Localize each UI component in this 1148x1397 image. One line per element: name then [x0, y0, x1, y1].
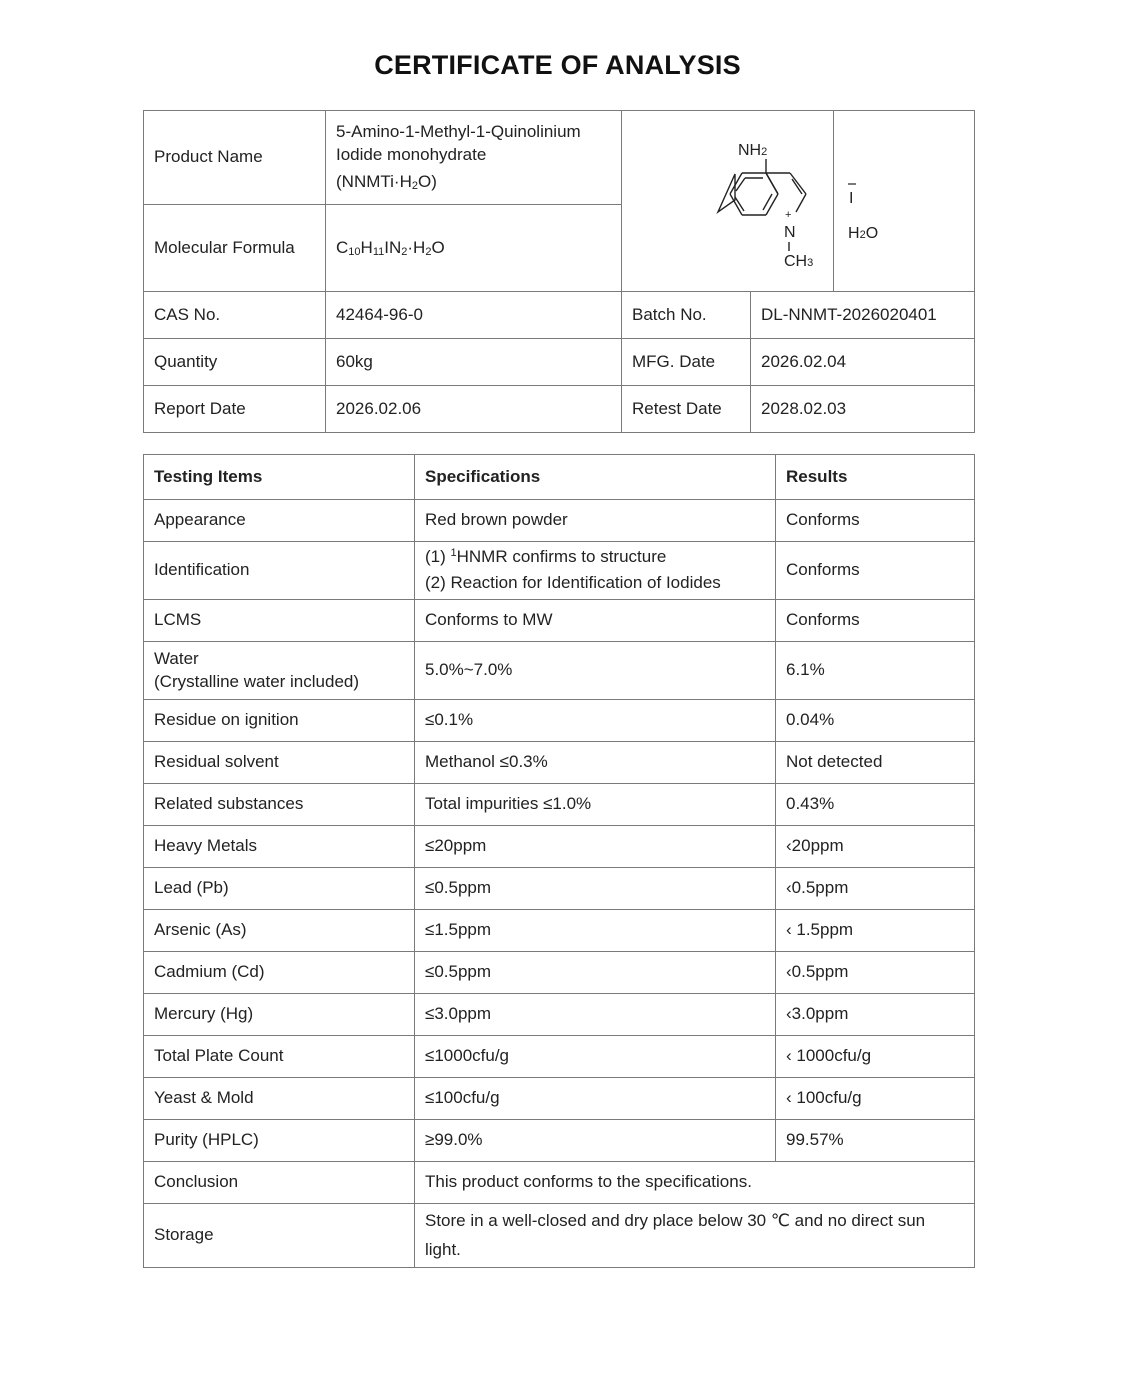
header-specifications: Specifications — [415, 455, 776, 500]
test-spec: ≥99.0% — [415, 1120, 776, 1162]
test-item: Appearance — [144, 500, 415, 542]
cas-batch-row — [144, 292, 975, 339]
test-spec: ≤1.5ppm — [415, 910, 776, 952]
test-spec: ≤3.0ppm — [415, 994, 776, 1036]
ring-nitrogen-label: N — [784, 224, 796, 241]
table-row — [144, 542, 975, 600]
product-abbreviation: $(NNMTi\cdot H_2O)$ — [336, 171, 437, 192]
table-row — [144, 784, 975, 826]
test-result: Not detected — [776, 742, 975, 784]
product-name-line2: Iodide monohydrate — [336, 145, 487, 165]
counterion-cell — [834, 111, 975, 292]
bond-line — [790, 173, 806, 194]
storage-label: Storage — [144, 1204, 415, 1268]
table-row — [144, 700, 975, 742]
test-item: Residue on ignition — [144, 700, 415, 742]
test-result: ‹0.5ppm — [776, 952, 975, 994]
counterion-icon — [834, 111, 975, 291]
mfg-date-value: 2026.02.04 — [751, 339, 975, 386]
test-spec: Red brown powder — [415, 500, 776, 542]
structure-cell — [622, 111, 834, 292]
test-item: Total Plate Count — [144, 1036, 415, 1078]
test-results-table — [143, 454, 975, 1268]
table-row — [144, 910, 975, 952]
table-row — [144, 994, 975, 1036]
test-spec: ≤1000cfu/g — [415, 1036, 776, 1078]
test-spec: ≤20ppm — [415, 826, 776, 868]
batch-label: Batch No. — [622, 292, 751, 339]
report-retest-row — [144, 386, 975, 433]
test-spec: Methanol ≤0.3% — [415, 742, 776, 784]
test-result: ‹20ppm — [776, 826, 975, 868]
test-result: 99.57% — [776, 1120, 975, 1162]
test-result: Conforms — [776, 500, 975, 542]
test-result: ‹ 100cfu/g — [776, 1078, 975, 1120]
test-item: Purity (HPLC) — [144, 1120, 415, 1162]
test-item: Cadmium (Cd) — [144, 952, 415, 994]
ch3-label: CH3 — [784, 253, 814, 270]
test-spec — [415, 542, 776, 600]
bond-line — [766, 194, 778, 215]
quinolinium-structure-icon — [622, 111, 833, 291]
test-spec: 5.0%~7.0% — [415, 642, 776, 700]
molecular-formula-label: Molecular Formula — [144, 205, 326, 292]
table-row — [144, 826, 975, 868]
storage-text: Store in a well-closed and dry place below 30 ℃ and no direct sun light. — [415, 1204, 975, 1268]
identification-spec-2: (2) Reaction for Identification of Iodides — [425, 573, 721, 592]
table-header-row — [144, 455, 975, 500]
cas-value: 42464-96-0 — [326, 292, 622, 339]
table-row — [144, 952, 975, 994]
table-row — [144, 642, 975, 700]
nh2-label: NH2 — [738, 142, 768, 159]
test-result: 0.04% — [776, 700, 975, 742]
plus-charge-label: + — [785, 209, 792, 221]
test-item: Water (Crystalline water included) — [144, 642, 415, 700]
test-item: Arsenic (As) — [144, 910, 415, 952]
test-result: Conforms — [776, 600, 975, 642]
test-item: Mercury (Hg) — [144, 994, 415, 1036]
test-spec: Total impurities ≤1.0% — [415, 784, 776, 826]
batch-value: DL-NNMT-2026020401 — [751, 292, 975, 339]
test-item: Identification — [144, 542, 415, 600]
product-name-label: Product Name — [144, 111, 326, 205]
test-result: ‹3.0ppm — [776, 994, 975, 1036]
test-result: 0.43% — [776, 784, 975, 826]
table-row — [144, 1120, 975, 1162]
bond-line — [766, 173, 778, 194]
product-name-line1: 5-Amino-1-Methyl-1-Quinolinium — [336, 122, 581, 142]
quantity-value: 60kg — [326, 339, 622, 386]
test-spec: ≤0.5ppm — [415, 868, 776, 910]
report-date-value: 2026.02.06 — [326, 386, 622, 433]
iodide-label: I — [849, 190, 854, 207]
test-result: ‹0.5ppm — [776, 868, 975, 910]
molecular-formula-value: $C_{10}H_{11}IN_2\cdot H_2O$ — [326, 205, 622, 292]
table-row — [144, 500, 975, 542]
header-results: Results — [776, 455, 975, 500]
header-testing-items: Testing Items — [144, 455, 415, 500]
test-spec: Conforms to MW — [415, 600, 776, 642]
water-label: H2O — [848, 225, 879, 242]
table-row — [144, 1078, 975, 1120]
test-item: Heavy Metals — [144, 826, 415, 868]
test-item: LCMS — [144, 600, 415, 642]
test-item: Residual solvent — [144, 742, 415, 784]
storage-row — [144, 1204, 975, 1268]
retest-date-value: 2028.02.03 — [751, 386, 975, 433]
table-row — [144, 1036, 975, 1078]
test-item: Lead (Pb) — [144, 868, 415, 910]
mfg-date-label: MFG. Date — [622, 339, 751, 386]
quantity-mfg-row — [144, 339, 975, 386]
quantity-label: Quantity — [144, 339, 326, 386]
test-item: Yeast & Mold — [144, 1078, 415, 1120]
conclusion-label: Conclusion — [144, 1162, 415, 1204]
conclusion-row — [144, 1162, 975, 1204]
conclusion-text: This product conforms to the specifications. — [415, 1162, 975, 1204]
bond-frame — [718, 174, 735, 212]
test-result: ‹ 1.5ppm — [776, 910, 975, 952]
test-result: Conforms — [776, 542, 975, 600]
bond-line — [796, 194, 806, 212]
retest-date-label: Retest Date — [622, 386, 751, 433]
table-row — [144, 600, 975, 642]
identification-spec-1: (1) $^1$HNMR confirms to structure — [425, 547, 667, 567]
test-item: Related substances — [144, 784, 415, 826]
test-spec: ≤0.5ppm — [415, 952, 776, 994]
document-title: CERTIFICATE OF ANALYSIS — [374, 50, 741, 80]
table-row — [144, 868, 975, 910]
product-name-row — [144, 111, 975, 205]
table-row — [144, 742, 975, 784]
product-info-table — [143, 110, 975, 433]
test-rows — [144, 700, 975, 1162]
cas-label: CAS No. — [144, 292, 326, 339]
test-spec: ≤100cfu/g — [415, 1078, 776, 1120]
test-result: 6.1% — [776, 642, 975, 700]
report-date-label: Report Date — [144, 386, 326, 433]
product-name-value — [326, 111, 622, 205]
test-spec: ≤0.1% — [415, 700, 776, 742]
test-result: ‹ 1000cfu/g — [776, 1036, 975, 1078]
